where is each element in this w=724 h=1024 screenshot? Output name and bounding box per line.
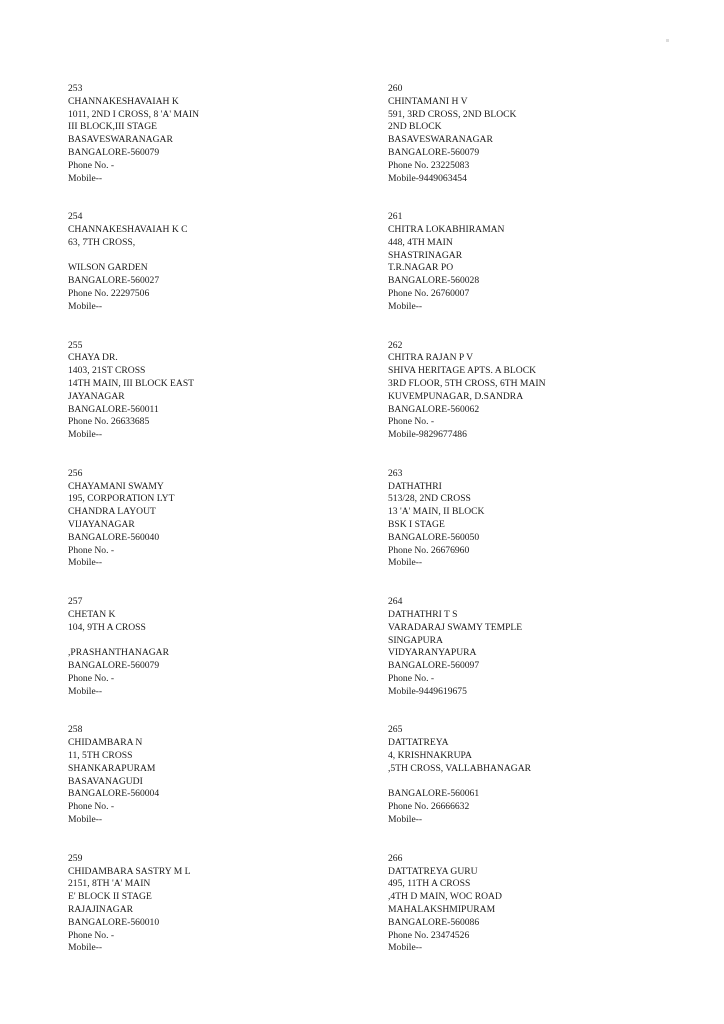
- entry-mobile: Mobile--: [388, 814, 423, 826]
- entry-mobile: Mobile--: [388, 557, 423, 569]
- entry-address-line-1: 63, 7TH CROSS,: [68, 236, 136, 248]
- entry-city: BANGALORE-560050: [388, 531, 480, 543]
- entry-name: DATTATREYA: [388, 737, 449, 749]
- entry-mobile: Mobile-9829677486: [388, 429, 467, 441]
- entry-address-line-1: 513/28, 2ND CROSS: [388, 493, 471, 505]
- entry-city: BANGALORE-560097: [388, 660, 480, 672]
- entry-city: BANGALORE-560061: [388, 788, 480, 800]
- entry-number: 255: [68, 339, 83, 351]
- entry-city: BANGALORE-560086: [388, 916, 480, 928]
- entry-address-line-1: 1403, 21ST CROSS: [68, 365, 146, 377]
- entry-number: 257: [68, 596, 83, 608]
- corner-mark: [666, 39, 669, 42]
- entry-address-line-2: SHANKARAPURAM: [68, 762, 156, 774]
- entry-name: CHITRA LOKABHIRAMAN: [388, 224, 505, 236]
- entry-city: BANGALORE-560010: [68, 916, 160, 928]
- directory-entry: [68, 853, 368, 981]
- entry-mobile: Mobile--: [68, 429, 103, 441]
- entry-phone: Phone No. -: [68, 801, 115, 813]
- entry-address-line-2: SHASTRINAGAR: [388, 249, 463, 261]
- entry-address-line-2: 2ND BLOCK: [388, 121, 442, 133]
- entry-number: 263: [388, 467, 403, 479]
- directory-entry: [388, 853, 688, 981]
- entry-address-line-1: 195, CORPORATION LYT: [68, 493, 175, 505]
- entry-name: DATTATREYA GURU: [388, 865, 478, 877]
- entry-phone: Phone No. -: [68, 544, 115, 556]
- entry-address-line-2: 3RD FLOOR, 5TH CROSS, 6TH MAIN: [388, 377, 546, 389]
- directory-entry: [388, 724, 688, 852]
- entry-number: 258: [68, 724, 83, 736]
- entry-phone: Phone No. 26760007: [388, 288, 470, 300]
- directory-entry: [68, 468, 368, 596]
- directory-entry: [68, 596, 368, 724]
- entry-phone: Phone No. 22297506: [68, 288, 150, 300]
- entry-number: 262: [388, 339, 403, 351]
- directory-entry: [388, 211, 688, 339]
- entry-number: 254: [68, 211, 83, 223]
- entry-phone: Phone No. -: [68, 159, 115, 171]
- entry-number: 253: [68, 83, 83, 94]
- entry-address-line-3: KUVEMPUNAGAR, D.SANDRA: [388, 390, 524, 402]
- entry-address-line-1: 4, KRISHNAKRUPA: [388, 750, 472, 762]
- entry-city: BANGALORE-560040: [68, 531, 160, 543]
- entry-number: 260: [388, 83, 403, 94]
- entry-mobile: Mobile--: [388, 942, 423, 954]
- entry-mobile: Mobile--: [68, 685, 103, 697]
- entry-name: DATHATHRI: [388, 480, 442, 492]
- entry-address-line-3: MAHALAKSHMIPURAM: [388, 903, 496, 915]
- left-column: [68, 83, 368, 981]
- entry-phone: Phone No. -: [388, 672, 435, 684]
- entry-address-line-1: 104, 9TH A CROSS: [68, 621, 146, 633]
- entry-address-line-3: RAJAJINAGAR: [68, 903, 134, 915]
- entry-mobile: Mobile--: [68, 942, 103, 954]
- entry-phone: Phone No. 23225083: [388, 159, 470, 171]
- directory-entry: [68, 83, 368, 211]
- entry-address-line-3: VIDYARANYAPURA: [388, 647, 477, 659]
- entry-address-line-1: 591, 3RD CROSS, 2ND BLOCK: [388, 108, 517, 120]
- entry-phone: Phone No. -: [388, 416, 435, 428]
- entry-mobile: Mobile--: [68, 300, 103, 312]
- entry-city: BANGALORE-560027: [68, 275, 160, 287]
- entry-phone: Phone No. 26676960: [388, 544, 470, 556]
- entry-name: CHIDAMBARA SASTRY M L: [68, 865, 191, 877]
- entry-address-line-3: BSK I STAGE: [388, 519, 445, 531]
- directory-entry: [68, 724, 368, 852]
- entry-address-line-1: 2151, 8TH 'A' MAIN: [68, 878, 151, 890]
- entry-address-line-3: T.R.NAGAR PO: [388, 262, 454, 274]
- entry-address-line-3: BASAVESWARANAGAR: [68, 134, 173, 146]
- entry-number: 264: [388, 596, 403, 608]
- entry-name: CHIDAMBARA N: [68, 737, 143, 749]
- entry-name: CHANNAKESHAVAIAH K: [68, 95, 179, 107]
- directory-entry: [388, 596, 688, 724]
- entry-number: 265: [388, 724, 403, 736]
- entry-address-line-3: BASAVESWARANAGAR: [388, 134, 493, 146]
- entry-number: 261: [388, 211, 403, 223]
- entry-address-line-2: 14TH MAIN, III BLOCK EAST: [68, 377, 195, 389]
- entry-number: 259: [68, 852, 83, 864]
- entry-address-line-3: BASAVANAGUDI: [68, 775, 143, 787]
- entry-mobile: Mobile-9449619675: [388, 685, 467, 697]
- entry-name: CHINTAMANI H V: [388, 95, 468, 107]
- entry-address-line-2: E' BLOCK II STAGE: [68, 891, 152, 903]
- entry-phone: Phone No. 26666632: [388, 801, 470, 813]
- entry-address-line-1: VARADARAJ SWAMY TEMPLE: [388, 621, 523, 633]
- entry-city: BANGALORE-560079: [388, 146, 480, 158]
- entry-address-line-1: 1011, 2ND I CROSS, 8 'A' MAIN: [68, 108, 200, 120]
- entry-city: BANGALORE-560079: [68, 660, 160, 672]
- entry-city: BANGALORE-560028: [388, 275, 480, 287]
- entry-address-line-2: CHANDRA LAYOUT: [68, 506, 156, 518]
- entry-address-line-3: JAYANAGAR: [68, 390, 125, 402]
- entry-phone: Phone No. 26633685: [68, 416, 150, 428]
- right-column: [388, 83, 688, 981]
- entry-number: 266: [388, 852, 403, 864]
- entry-address-line-1: 448, 4TH MAIN: [388, 236, 453, 248]
- entry-address-line-3: VIJAYANAGAR: [68, 519, 135, 531]
- entry-city: BANGALORE-560079: [68, 146, 160, 158]
- entry-address-line-2: [68, 635, 368, 648]
- directory-entry: [388, 340, 688, 468]
- directory-entry: [68, 340, 368, 468]
- entry-phone: Phone No. -: [68, 672, 115, 684]
- entry-address-line-2: SINGAPURA: [388, 634, 443, 646]
- entry-name: CHETAN K: [68, 608, 116, 620]
- entry-phone: Phone No. 23474526: [388, 929, 470, 941]
- entry-name: CHAYA DR.: [68, 352, 118, 364]
- directory-entry: [388, 468, 688, 596]
- entry-address-line-1: 11, 5TH CROSS: [68, 750, 133, 762]
- entry-number: 256: [68, 467, 83, 479]
- entry-address-line-1: SHIVA HERITAGE APTS. A BLOCK: [388, 365, 537, 377]
- directory-entry: [68, 211, 368, 339]
- entry-name: CHITRA RAJAN P V: [388, 352, 474, 364]
- entry-address-line-2: [68, 250, 368, 263]
- entry-address-line-2: III BLOCK,III STAGE: [68, 121, 158, 133]
- entry-name: CHANNAKESHAVAIAH K C: [68, 224, 188, 236]
- entry-address-line-3: WILSON GARDEN: [68, 262, 148, 274]
- entry-address-line-1: 495, 11TH A CROSS: [388, 878, 471, 890]
- entry-address-line-2: ,4TH D MAIN, WOC ROAD: [388, 891, 502, 903]
- entry-mobile: Mobile--: [68, 814, 103, 826]
- entry-name: DATHATHRI T S: [388, 608, 458, 620]
- entry-mobile: Mobile--: [388, 300, 423, 312]
- entry-mobile: Mobile--: [68, 172, 103, 184]
- entry-address-line-2: 13 'A' MAIN, II BLOCK: [388, 506, 485, 518]
- entry-address-line-3: ,PRASHANTHANAGAR: [68, 647, 170, 659]
- entry-phone: Phone No. -: [68, 929, 115, 941]
- entry-city: BANGALORE-560062: [388, 403, 480, 415]
- entry-mobile: Mobile--: [68, 557, 103, 569]
- entry-mobile: Mobile-9449063454: [388, 172, 467, 184]
- entry-name: CHAYAMANI SWAMY: [68, 480, 164, 492]
- entry-city: BANGALORE-560011: [68, 403, 159, 415]
- entry-city: BANGALORE-560004: [68, 788, 160, 800]
- directory-entry: [388, 83, 688, 211]
- entry-address-line-2: ,5TH CROSS, VALLABHANAGAR: [388, 762, 532, 774]
- entry-address-line-3: [388, 776, 688, 789]
